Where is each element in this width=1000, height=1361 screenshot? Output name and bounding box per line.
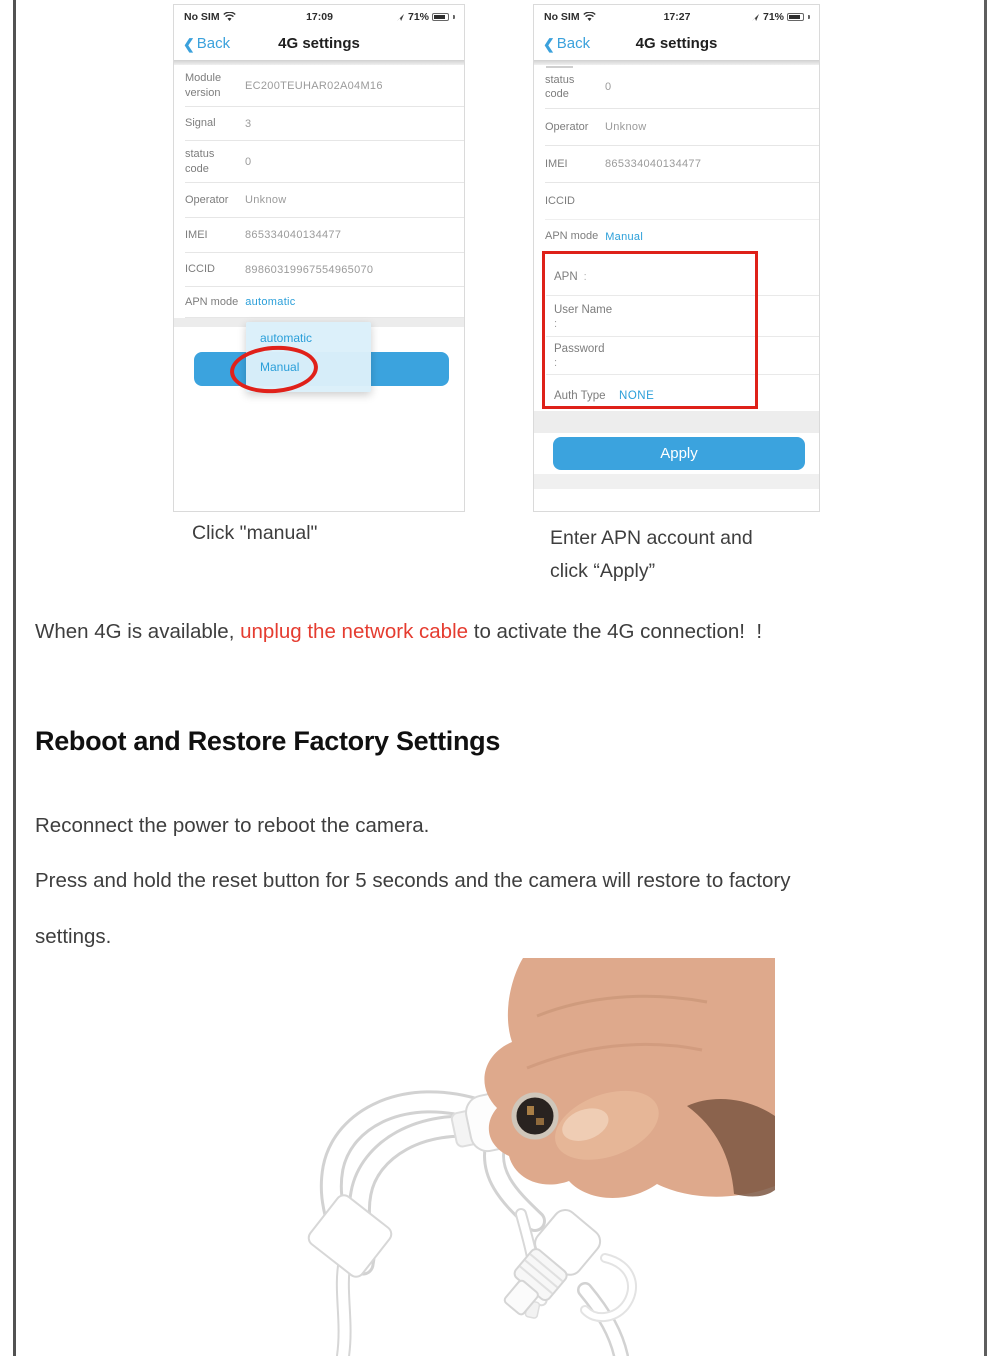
field-label: Auth Type xyxy=(554,390,606,402)
caption-click-manual: Click "manual" xyxy=(192,522,318,544)
field-label: APN xyxy=(554,271,578,283)
paragraph: settings. xyxy=(35,925,112,948)
paragraph: Reconnect the power to reboot the camera. xyxy=(35,814,430,837)
location-arrow-icon xyxy=(396,13,405,22)
apn-mode-row xyxy=(545,220,819,253)
dropdown-option-automatic[interactable]: automatic xyxy=(260,331,313,345)
page-right-border xyxy=(984,0,987,1356)
carrier-label: No SIM xyxy=(544,11,580,23)
row-value: 865334040134477 xyxy=(245,229,342,241)
field-colon: : xyxy=(554,357,558,369)
field-label: User Name xyxy=(554,304,613,316)
caption-line: Enter APN account and xyxy=(550,527,753,549)
auth-type-value[interactable]: NONE xyxy=(619,390,655,402)
clock: 17:09 xyxy=(306,11,333,23)
status-bar xyxy=(534,5,819,27)
row-value: 89860319967554965070 xyxy=(245,263,374,276)
row-label: IMEI xyxy=(185,228,208,241)
page-title: 4G settings xyxy=(278,35,360,52)
chevron-left-icon: ❮ xyxy=(183,35,195,52)
field-colon: : xyxy=(583,271,587,283)
apn-mode-row xyxy=(185,287,464,318)
auth-type-row xyxy=(534,375,819,404)
phone-screenshot-left xyxy=(173,4,465,512)
caption-enter-apn xyxy=(550,522,753,588)
dropdown-option-manual[interactable]: Manual xyxy=(260,360,300,374)
back-button[interactable] xyxy=(543,35,590,52)
connector-socket xyxy=(514,1095,556,1137)
row-label: Operator xyxy=(185,193,229,206)
apply-button[interactable]: Apply xyxy=(553,437,805,470)
note-red-text: unplug the network cable xyxy=(240,620,469,643)
settings-row xyxy=(185,183,464,218)
row-label: status code xyxy=(545,73,575,100)
section-heading: Reboot and Restore Factory Settings xyxy=(35,726,501,756)
password-field[interactable] xyxy=(534,337,819,374)
wifi-icon xyxy=(583,12,596,22)
row-value: 865334040134477 xyxy=(605,158,702,170)
location-arrow-icon xyxy=(751,13,760,22)
scroll-remnant-divider xyxy=(546,66,573,68)
page-title: 4G settings xyxy=(635,35,718,52)
clock: 17:27 xyxy=(663,11,691,23)
back-label: Back xyxy=(196,35,231,52)
settings-row xyxy=(185,218,464,253)
nav-bar xyxy=(534,27,819,60)
row-label: Operator xyxy=(545,120,589,133)
settings-row xyxy=(545,183,819,220)
settings-row xyxy=(545,146,819,183)
apn-mode-value[interactable]: Manual xyxy=(605,230,644,243)
row-value: EC200TEUHAR02A04M16 xyxy=(245,79,383,92)
back-label: Back xyxy=(556,35,591,52)
section-separator xyxy=(534,411,819,433)
apn-field[interactable] xyxy=(534,253,819,295)
row-label: APN mode xyxy=(545,230,599,243)
settings-row xyxy=(185,253,464,287)
field-colon: : xyxy=(554,318,558,330)
section-separator xyxy=(534,474,819,489)
carrier-label: No SIM xyxy=(184,11,220,23)
row-value: Unknow xyxy=(245,194,287,206)
row-label: status code xyxy=(185,148,215,175)
battery-percent: 71% xyxy=(763,11,785,23)
settings-row xyxy=(185,65,464,107)
note-4g-activation xyxy=(35,620,762,644)
phone-screenshot-right xyxy=(533,4,820,512)
battery-icon xyxy=(432,13,449,21)
settings-row xyxy=(185,141,464,183)
row-label: IMEI xyxy=(545,157,568,170)
settings-row xyxy=(545,109,819,146)
cable-illustration xyxy=(285,958,775,1356)
back-button[interactable] xyxy=(183,35,230,52)
row-label: APN mode xyxy=(185,295,239,308)
apn-mode-value[interactable]: automatic xyxy=(245,296,296,308)
settings-row xyxy=(185,107,464,141)
paragraph: Press and hold the reset button for 5 seconds and the camera will restore to factory xyxy=(35,869,791,892)
note-text: When 4G is available, xyxy=(35,620,241,643)
row-value: 3 xyxy=(245,117,252,130)
caption-line: click “Apply” xyxy=(550,560,656,582)
chevron-left-icon: ❮ xyxy=(543,35,555,52)
row-label: Signal xyxy=(185,117,216,130)
row-value: 0 xyxy=(605,81,612,93)
battery-percent: 71% xyxy=(408,11,430,23)
nav-bar xyxy=(174,27,464,60)
username-field[interactable] xyxy=(534,296,819,336)
battery-icon xyxy=(787,13,804,21)
apn-form xyxy=(534,253,819,404)
photo-reset-cable xyxy=(285,958,775,1356)
note-text: to activate the 4G connection! ! xyxy=(468,620,763,643)
apn-mode-dropdown xyxy=(246,322,371,392)
row-label: ICCID xyxy=(545,194,575,207)
row-label: ICCID xyxy=(185,263,215,276)
row-value: Unknow xyxy=(605,121,647,133)
row-value: 0 xyxy=(245,155,252,168)
hand xyxy=(484,958,775,1198)
field-label: Password xyxy=(554,343,605,355)
settings-row xyxy=(545,65,819,109)
page-left-border xyxy=(13,0,16,1356)
wifi-icon xyxy=(223,12,236,22)
status-bar xyxy=(174,5,464,27)
row-label: Module version xyxy=(185,72,222,99)
